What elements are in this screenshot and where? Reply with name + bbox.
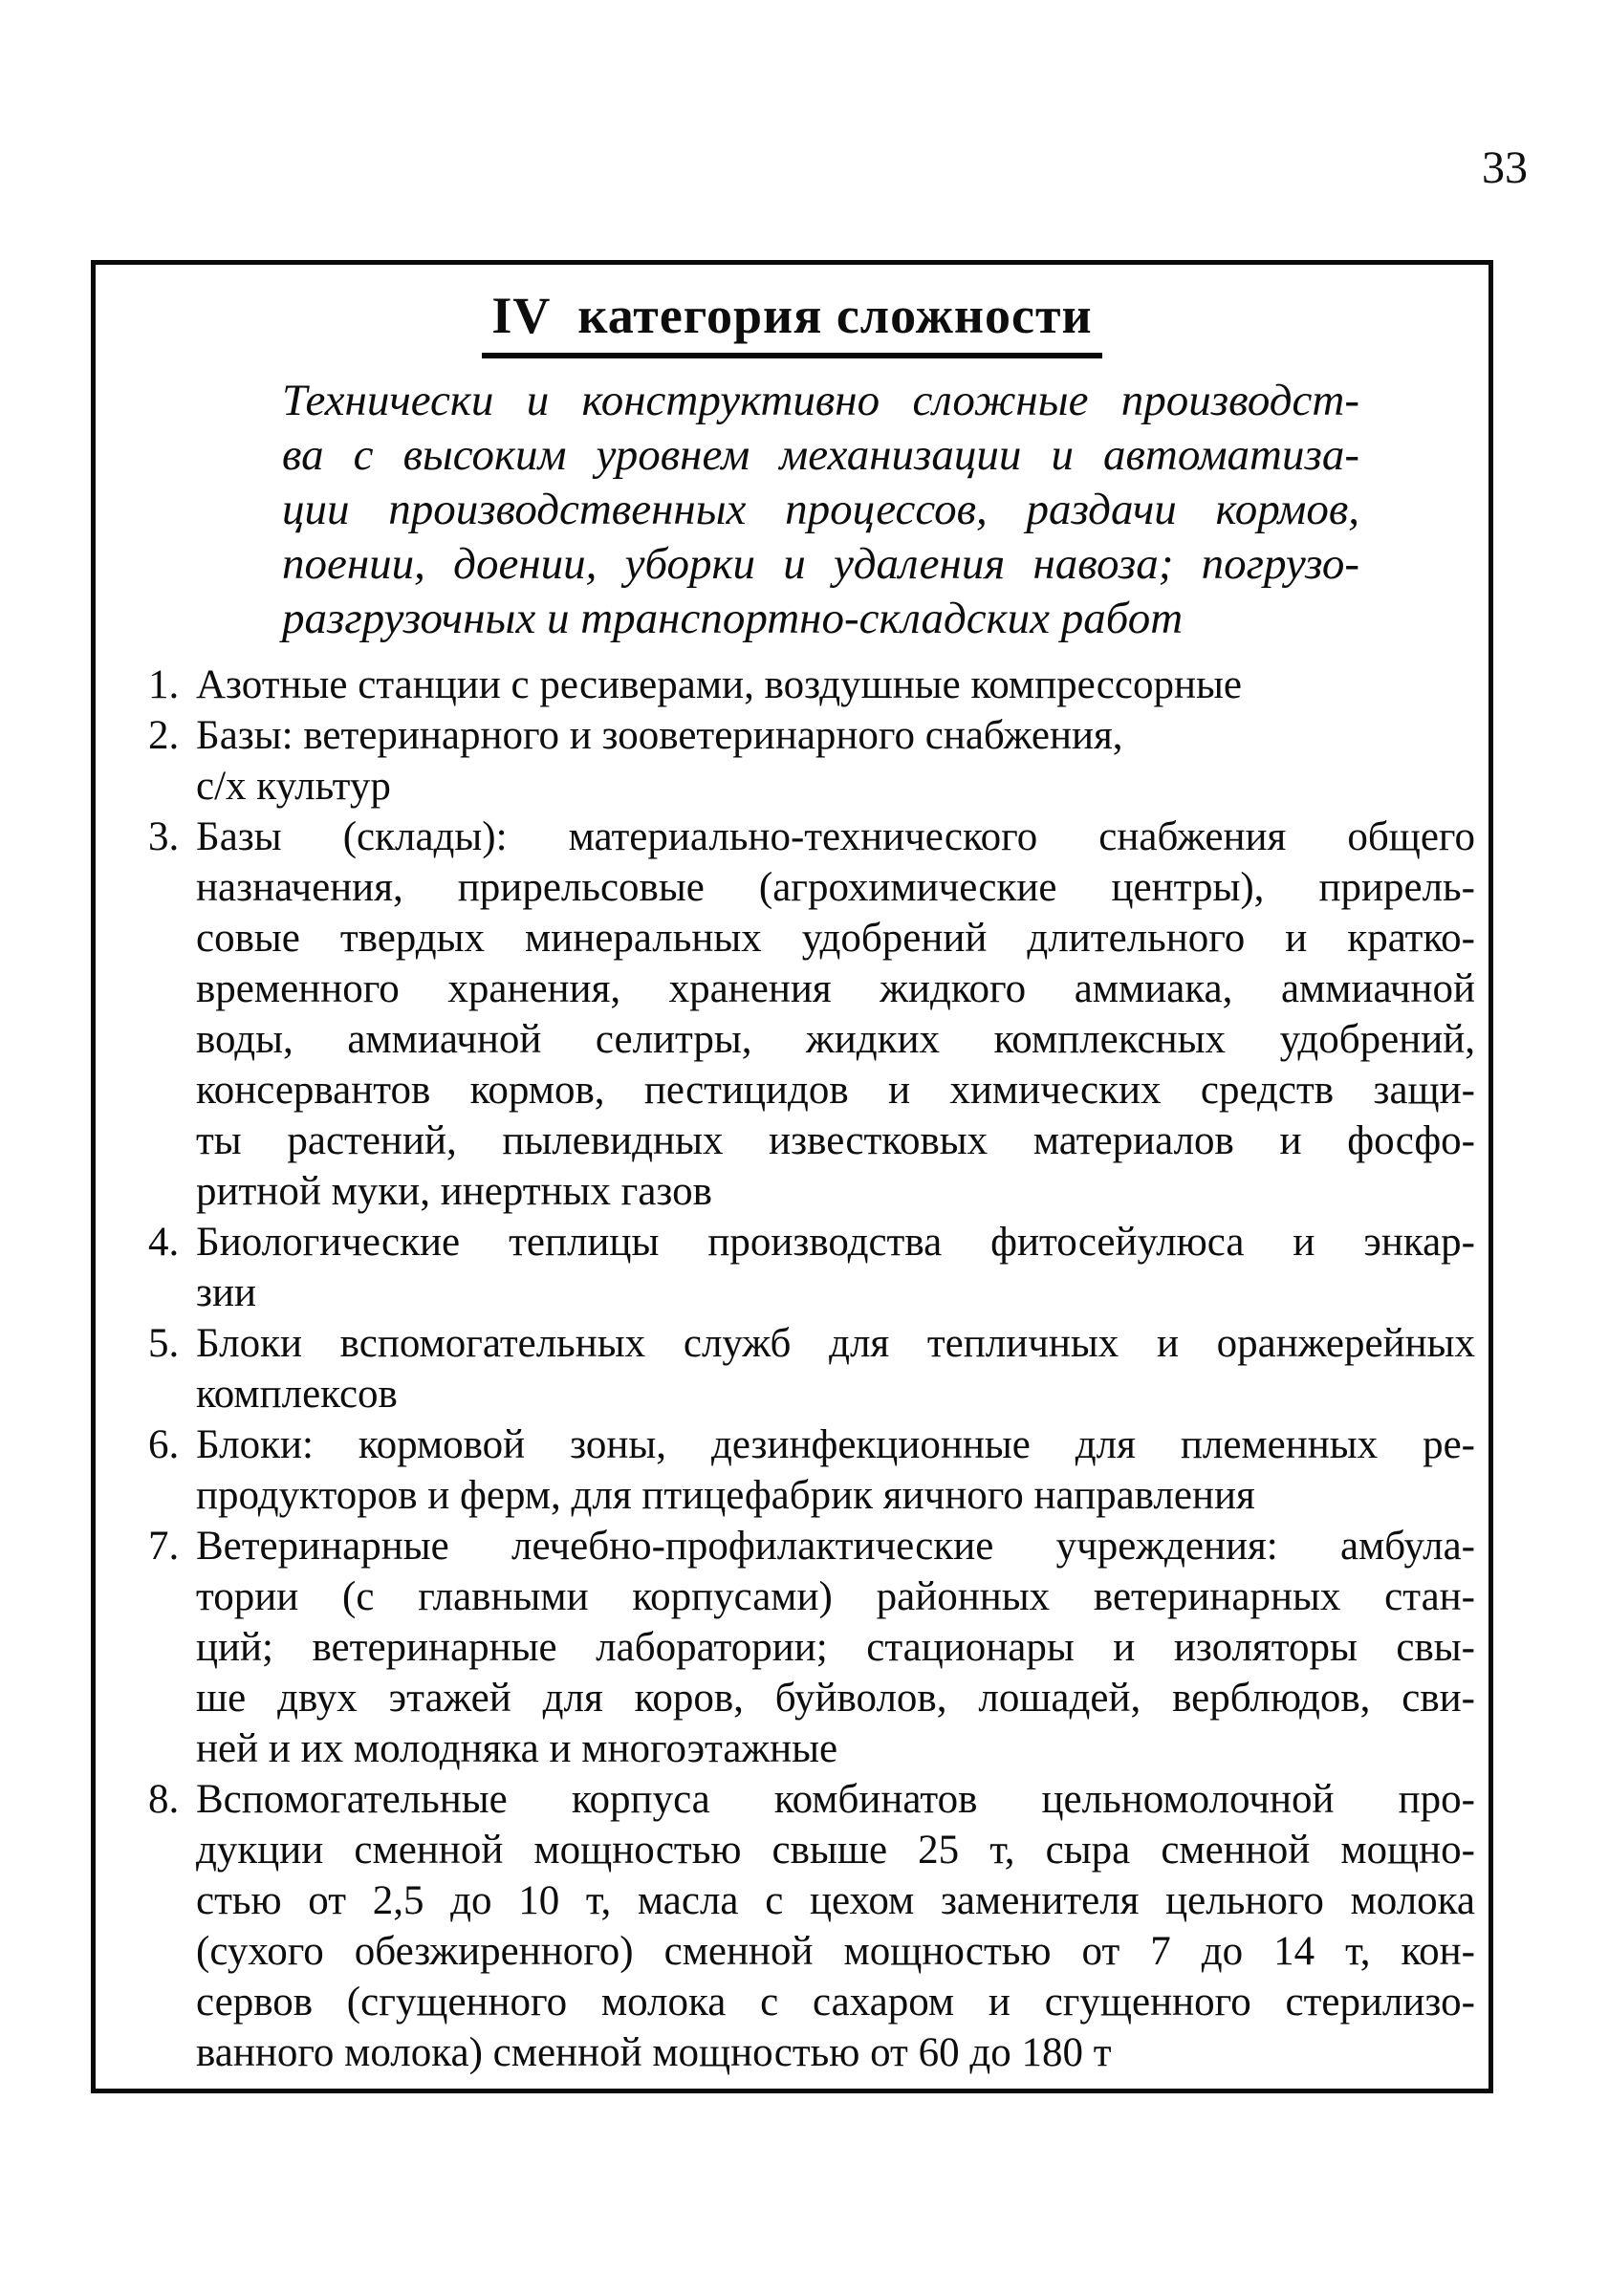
item-line: Ветеринарные лечебно-профилактические учреждения: амбула-	[196, 1524, 1475, 1570]
item-line: (сухого обезжиренного) сменной мощностью от 7 до 14 т, кон-	[196, 1929, 1475, 1975]
item-line: ты растений, пылевидных известковых материалов и фосфо-	[196, 1118, 1475, 1164]
item-line: воды, аммиачной селитры, жидких комплексных удобрений,	[196, 1017, 1475, 1063]
item-line: Азотные станции с ресиверами, воздушные компрессорные	[196, 662, 1242, 708]
item-line: Базы (склады): материально-технического снабжения общего	[196, 814, 1475, 860]
panel-title-row	[96, 286, 1488, 358]
item-line: стью от 2,5 до 10 т, масла с цехом заменителя цельного молока	[196, 1878, 1475, 1924]
item-line: продукторов и ферм, для птицефабрик яичного направления	[196, 1473, 1255, 1519]
item-line: тории (с главными корпусами) районных ветеринарных стан-	[196, 1574, 1475, 1620]
list-item	[148, 710, 1475, 812]
panel-title: IV категория сложности	[482, 286, 1101, 358]
list-item	[148, 1419, 1475, 1521]
item-text	[196, 1318, 1475, 1419]
item-line: совые твердых минеральных удобрений длительного и кратко-	[196, 916, 1475, 962]
intro-line: поении, доении, уборки и удаления навоза; погрузо-	[282, 539, 1359, 590]
item-line: ций; ветеринарные лаборатории; стационары и изоляторы свы-	[196, 1625, 1475, 1671]
item-line: комплексов	[196, 1372, 398, 1418]
item-number: 6.	[148, 1422, 180, 1468]
list-item	[148, 1774, 1475, 2078]
category-panel	[91, 260, 1493, 2093]
item-number: 2.	[148, 713, 180, 759]
item-line: зии	[196, 1270, 257, 1316]
intro-line: Технически и конструктивно сложные производст-	[282, 376, 1359, 426]
item-line: сервов (сгущенного молока с сахаром и сгущенного стерилизо-	[196, 1980, 1475, 2025]
item-line: Вспомогательные корпуса комбинатов цельномолочной про-	[196, 1777, 1475, 1823]
item-text	[196, 660, 1475, 710]
item-text	[196, 1521, 1475, 1774]
page-number: 33	[1482, 142, 1528, 193]
item-line: ше двух этажей для коров, буйволов, лошадей, верблюдов, сви-	[196, 1676, 1475, 1722]
item-line: консервантов кормов, пестицидов и химических средств защи-	[196, 1068, 1475, 1114]
item-line: Блоки вспомогательных служб для тепличных и оранжерейных	[196, 1321, 1475, 1367]
list-item	[148, 1318, 1475, 1419]
item-text	[196, 1419, 1475, 1521]
list-item	[148, 1217, 1475, 1318]
item-line: Базы: ветеринарного и зооветеринарного снабжения,	[196, 713, 1123, 759]
item-text	[196, 812, 1475, 1217]
item-number: 5.	[148, 1321, 180, 1367]
item-line: ванного молока) сменной мощностью от 60 до 180 т	[196, 2030, 1112, 2076]
list-item	[148, 812, 1475, 1217]
item-number: 7.	[148, 1524, 180, 1570]
item-number: 4.	[148, 1220, 180, 1266]
item-line: с/х культур	[196, 764, 391, 810]
item-text	[196, 710, 1475, 812]
item-line: дукции сменной мощностью свыше 25 т, сыра сменной мощно-	[196, 1828, 1475, 1874]
list-item	[148, 660, 1475, 710]
item-line: назначения, прирельсовые (агрохимические центры), прирель-	[196, 865, 1475, 911]
item-number: 3.	[148, 814, 180, 860]
list-item	[148, 1521, 1475, 1774]
item-line: ритной муки, инертных газов	[196, 1169, 712, 1215]
item-number: 1.	[148, 662, 180, 708]
item-line: ней и их молодняка и многоэтажные	[196, 1726, 838, 1772]
items-list	[148, 660, 1475, 2078]
item-line: Биологические теплицы производства фитосейулюса и энкар-	[196, 1220, 1475, 1266]
item-line: временного хранения, хранения жидкого аммиака, аммиачной	[196, 966, 1475, 1012]
intro-line: разгрузочных и транспортно-складских работ	[282, 594, 1184, 644]
item-number: 8.	[148, 1777, 180, 1823]
intro-line: ции производственных процессов, раздачи кормов,	[282, 485, 1359, 535]
intro-paragraph	[282, 374, 1359, 646]
item-line: Блоки: кормовой зоны, дезинфекционные для племенных ре-	[196, 1422, 1475, 1468]
intro-line: ва с высоким уровнем механизации и автоматиза-	[282, 430, 1359, 481]
item-text	[196, 1217, 1475, 1318]
item-text	[196, 1774, 1475, 2078]
